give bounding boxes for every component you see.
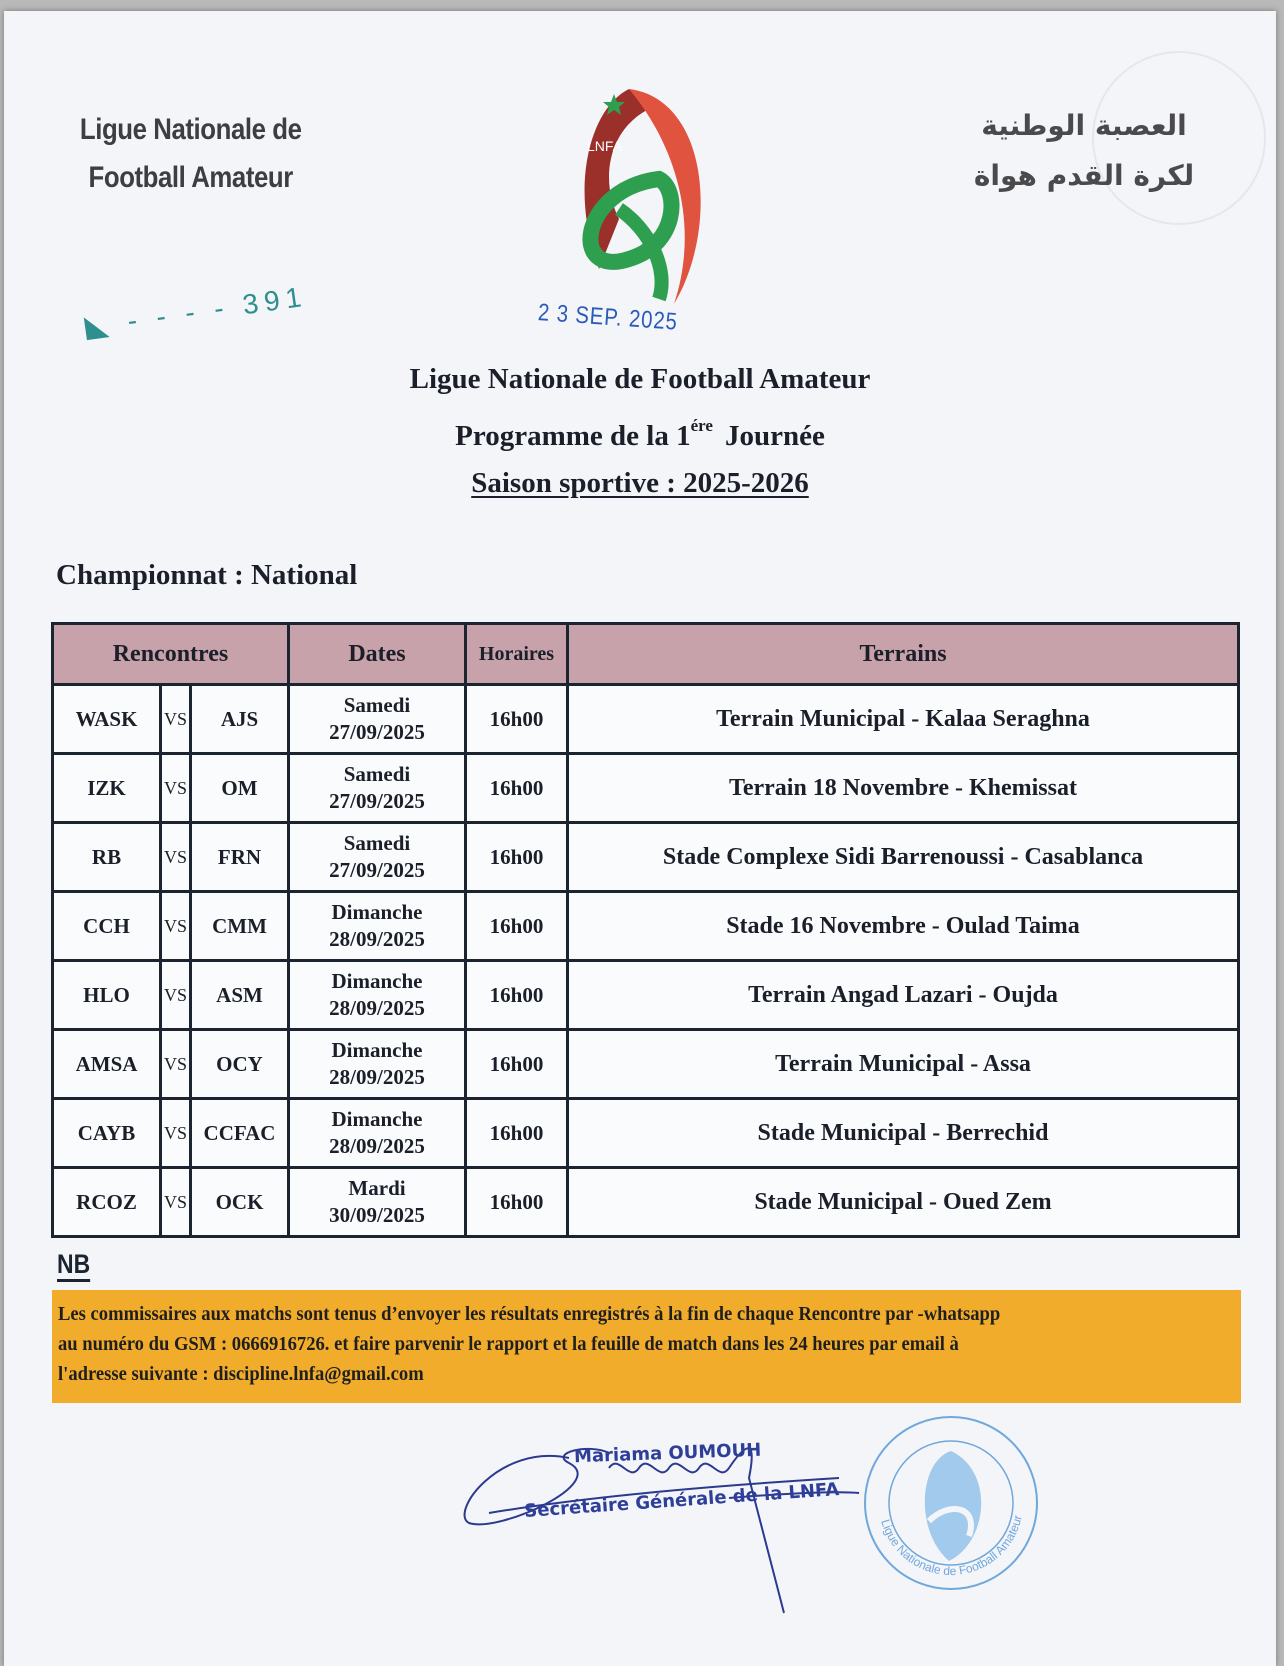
match-date-value: 27/09/2025: [329, 720, 425, 744]
match-venue: Terrain Municipal - Kalaa Seraghna: [568, 685, 1239, 754]
match-date-value: 30/09/2025: [329, 1203, 425, 1227]
match-time: 16h00: [466, 1030, 568, 1099]
match-venue: Terrain 18 Novembre - Khemissat: [568, 754, 1239, 823]
org-name-line1: Ligue Nationale de: [79, 113, 302, 146]
match-venue: Stade Municipal - Oued Zem: [568, 1168, 1239, 1237]
org-name-arabic: [954, 101, 1214, 201]
match-date-value: 28/09/2025: [329, 927, 425, 951]
home-team: CAYB: [53, 1099, 161, 1168]
versus-label: VS: [161, 1030, 191, 1099]
official-seal-stamp: [859, 1411, 1044, 1596]
header-horaires: Horaires: [466, 624, 568, 685]
match-time: 16h00: [466, 1168, 568, 1237]
versus-label: VS: [161, 754, 191, 823]
notice-box: [52, 1290, 1241, 1403]
signatory-name: Mariama OUMOUH: [573, 1439, 762, 1468]
notice-line-2: au numéro du GSM : 0666916726. et faire parvenir le rapport et la feuille de match dans les 24 heures par email à: [58, 1333, 959, 1355]
lnfa-logo: [559, 69, 729, 319]
match-venue: Terrain Angad Lazari - Oujda: [568, 961, 1239, 1030]
match-schedule-table: [51, 622, 1240, 1238]
header-rencontres: Rencontres: [53, 624, 289, 685]
document-page: [4, 11, 1276, 1666]
away-team: CCFAC: [191, 1099, 289, 1168]
match-date: [289, 754, 466, 823]
away-team: OCK: [191, 1168, 289, 1237]
match-time: 16h00: [466, 685, 568, 754]
table-row: [53, 1168, 1239, 1237]
match-date: [289, 1099, 466, 1168]
match-time: 16h00: [466, 754, 568, 823]
table-row: [53, 685, 1239, 754]
away-team: FRN: [191, 823, 289, 892]
versus-label: VS: [161, 685, 191, 754]
match-day: Samedi: [343, 693, 411, 717]
seal-text: Ligue Nationale de Football Amateur: [878, 1513, 1025, 1579]
home-team: RB: [53, 823, 161, 892]
home-team: IZK: [53, 754, 161, 823]
home-team: RCOZ: [53, 1168, 161, 1237]
match-date: [289, 1168, 466, 1237]
org-name-line2: Football Amateur: [88, 161, 293, 194]
match-time: 16h00: [466, 823, 568, 892]
match-day: Dimanche: [331, 900, 423, 924]
table-row: [53, 892, 1239, 961]
match-date: [289, 823, 466, 892]
match-date: [289, 892, 466, 961]
match-date-value: 27/09/2025: [329, 789, 425, 813]
match-date: [289, 685, 466, 754]
away-team: AJS: [191, 685, 289, 754]
notice-line-1: Les commissaires aux matchs sont tenus d’envoyer les résultats enregistrés à la fin de chaque Rencontre par -whatsapp: [58, 1303, 1001, 1325]
match-date-value: 28/09/2025: [329, 1065, 425, 1089]
notice-line-3: l'adresse suivante : discipline.lnfa@gmail.com: [58, 1363, 424, 1385]
championship-label: Championnat : National: [56, 559, 358, 591]
registration-number-stamp: ◣ - - - - 391: [82, 280, 310, 344]
home-team: WASK: [53, 685, 161, 754]
home-team: AMSA: [53, 1030, 161, 1099]
match-day: Samedi: [343, 831, 411, 855]
document-title: Ligue Nationale de Football Amateur: [409, 363, 871, 395]
match-venue: Stade Complexe Sidi Barrenoussi - Casablanca: [568, 823, 1239, 892]
match-time: 16h00: [466, 892, 568, 961]
away-team: OCY: [191, 1030, 289, 1099]
home-team: CCH: [53, 892, 161, 961]
org-name-ar-line1: العصبة الوطنية: [981, 109, 1187, 142]
org-name-ar-line2: لكرة القدم هواة: [973, 159, 1195, 192]
program-title-suffix: Journée: [724, 420, 825, 452]
nb-label: NB: [57, 1249, 90, 1282]
season-title: [4, 467, 1276, 500]
match-date: [289, 961, 466, 1030]
match-venue: Terrain Municipal - Assa: [568, 1030, 1239, 1099]
signatory-role: Secrétaire Générale de la LNFA: [523, 1479, 840, 1522]
match-venue: Stade Municipal - Berrechid: [568, 1099, 1239, 1168]
match-day: Dimanche: [331, 1107, 423, 1131]
season-title-text: Saison sportive : 2025-2026: [471, 467, 809, 499]
match-date-value: 28/09/2025: [329, 996, 425, 1020]
org-name-french: [66, 106, 315, 202]
program-title-sup: ére: [690, 416, 713, 435]
program-title-prefix: Programme de la 1: [455, 420, 691, 452]
table-row: [53, 823, 1239, 892]
versus-label: VS: [161, 1168, 191, 1237]
header-terrains: Terrains: [568, 624, 1239, 685]
registration-number: 391: [240, 280, 310, 321]
logo-text: LNFA: [587, 138, 623, 154]
match-time: 16h00: [466, 961, 568, 1030]
table-row: [53, 961, 1239, 1030]
table-header-row: [53, 624, 1239, 685]
away-team: ASM: [191, 961, 289, 1030]
match-day: Samedi: [343, 762, 411, 786]
program-title: [4, 416, 1276, 453]
match-date: [289, 1030, 466, 1099]
match-day: Mardi: [348, 1176, 406, 1200]
match-date-value: 28/09/2025: [329, 1134, 425, 1158]
header-dates: Dates: [289, 624, 466, 685]
versus-label: VS: [161, 1099, 191, 1168]
match-time: 16h00: [466, 1099, 568, 1168]
match-date-value: 27/09/2025: [329, 858, 425, 882]
table-row: [53, 754, 1239, 823]
away-team: OM: [191, 754, 289, 823]
match-day: Dimanche: [331, 1038, 423, 1062]
versus-label: VS: [161, 892, 191, 961]
home-team: HLO: [53, 961, 161, 1030]
versus-label: VS: [161, 823, 191, 892]
table-row: [53, 1030, 1239, 1099]
date-received-stamp: 2 3 SEP. 2025: [537, 299, 679, 336]
table-row: [53, 1099, 1239, 1168]
match-venue: Stade 16 Novembre - Oulad Taima: [568, 892, 1239, 961]
versus-label: VS: [161, 961, 191, 1030]
away-team: CMM: [191, 892, 289, 961]
match-day: Dimanche: [331, 969, 423, 993]
